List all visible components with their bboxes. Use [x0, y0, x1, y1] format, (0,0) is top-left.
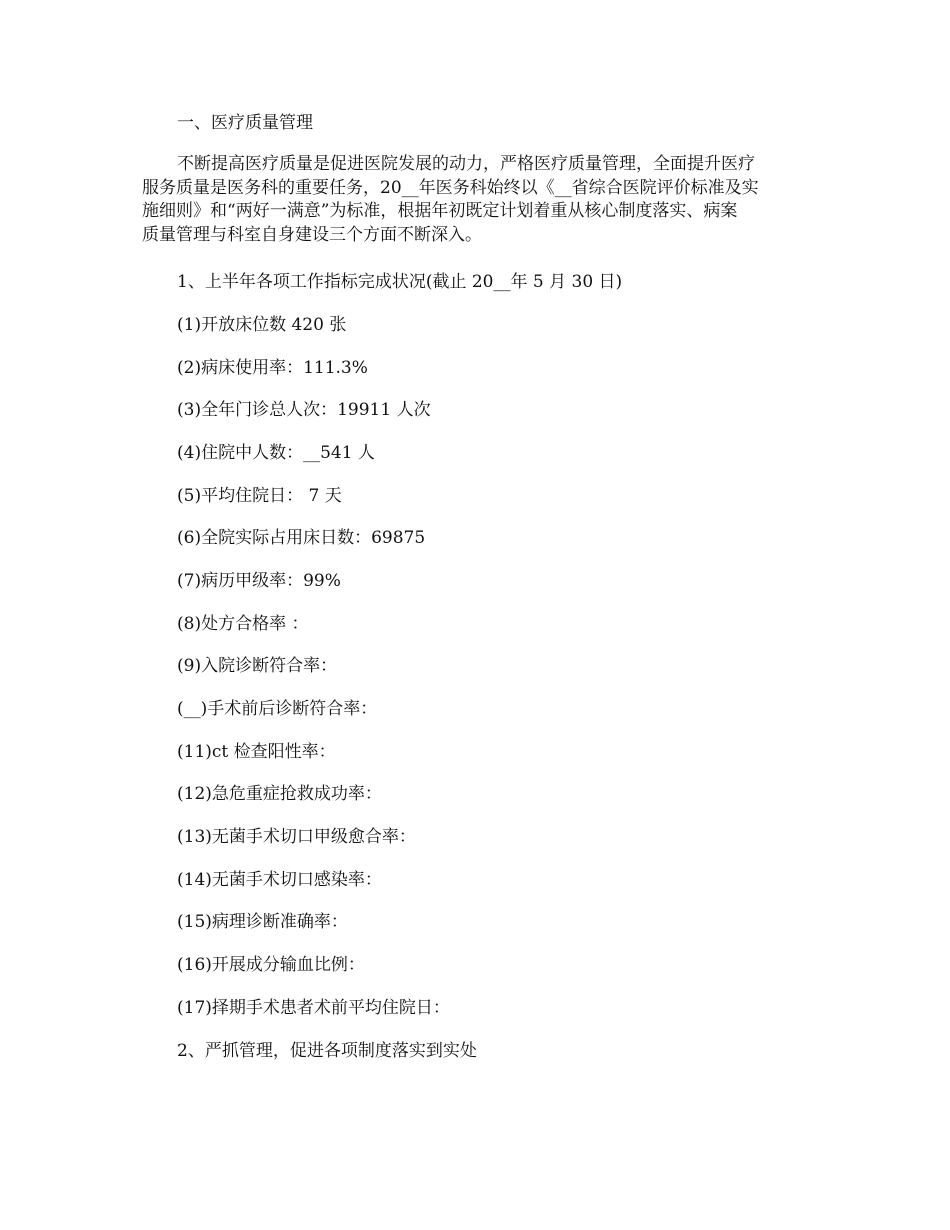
indicator-item: (3)全年门诊总人次：19911 人次: [177, 400, 431, 420]
indicator-item: (17)择期手术患者术前平均住院日：: [177, 998, 450, 1018]
indicator-item: (15)病理诊断准确率：: [177, 912, 348, 932]
indicator-item: (4)住院中人数：__541 人: [177, 443, 375, 463]
indicator-item: (__)手术前后诊断符合率：: [177, 699, 378, 719]
indicator-item: (7)病历甲级率：99%: [177, 571, 341, 591]
subsection-heading: 1、上半年各项工作指标完成状况(截止 20__年 5 月 30 日): [177, 272, 623, 292]
section-heading: 一、医疗质量管理: [177, 113, 313, 133]
indicator-item: (1)开放床位数 420 张: [177, 315, 347, 335]
intro-line: 不断提高医疗质量是促进医院发展的动力，严格医疗质量管理，全面提升医疗: [177, 154, 755, 174]
indicator-item: (16)开展成分输血比例：: [177, 955, 365, 975]
intro-line: 质量管理与科室自身建设三个方面不断深入。: [142, 224, 482, 245]
indicator-item: (14)无菌手术切口感染率：: [177, 870, 382, 890]
indicator-item: (13)无菌手术切口甲级愈合率：: [177, 827, 416, 847]
indicator-item: (2)病床使用率：111.3%: [177, 358, 368, 378]
intro-line: 施细则》和“两好一满意”为标准，根据年初既定计划着重从核心制度落实、病案: [142, 201, 738, 221]
indicator-item: (9)入院诊断符合率：: [177, 656, 338, 676]
closing-heading: 2、严抓管理，促进各项制度落实到实处: [177, 1041, 477, 1061]
indicator-item: (11)ct 检查阳性率：: [177, 742, 336, 762]
indicator-item: (5)平均住院日： 7 天: [177, 486, 342, 506]
intro-paragraph: [142, 153, 810, 247]
indicator-item: (8)处方合格率 ：: [177, 614, 309, 634]
indicator-item: (12)急危重症抢救成功率：: [177, 784, 382, 804]
indicator-item: (6)全院实际占用床日数：69875: [177, 528, 426, 548]
intro-line: 服务质量是医务科的重要任务，20__年医务科始终以《__省综合医院评价标准及实: [142, 177, 759, 198]
